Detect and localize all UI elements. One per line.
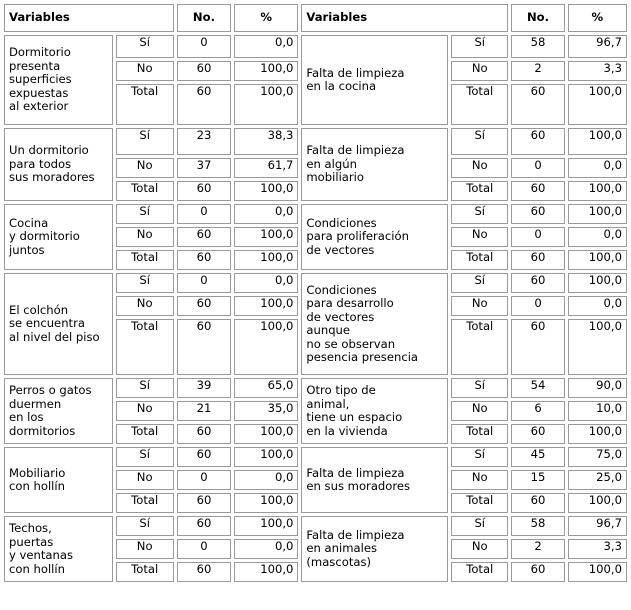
percent-cell-left: 35,0 <box>234 401 298 421</box>
variable-label-right: Condiciones para desarrollo de vectores aunque no se observan pesencia presencia <box>301 273 448 375</box>
count-cell-right: 60 <box>511 493 564 513</box>
count-cell-right: 60 <box>511 273 564 293</box>
response-cell-right: No <box>451 227 508 247</box>
response-cell-right: Sí <box>451 35 508 58</box>
response-cell-right: Total <box>451 562 508 582</box>
response-cell-right: Total <box>451 250 508 270</box>
response-cell-right: Sí <box>451 516 508 536</box>
count-cell-left: 0 <box>177 539 231 559</box>
count-cell-right: 60 <box>511 84 564 125</box>
count-cell-right: 60 <box>511 250 564 270</box>
response-cell-left: Total <box>116 181 174 201</box>
count-cell-left: 60 <box>177 84 231 125</box>
table-row <box>4 273 627 293</box>
count-cell-right: 58 <box>511 516 564 536</box>
count-cell-left: 60 <box>177 447 231 467</box>
header-row <box>4 4 627 32</box>
header-pct-right: % <box>568 4 627 32</box>
percent-cell-right: 75,0 <box>568 447 627 467</box>
response-cell-left: Total <box>116 562 174 582</box>
percent-cell-right: 100,0 <box>568 562 627 582</box>
percent-cell-right: 100,0 <box>568 424 627 444</box>
count-cell-right: 2 <box>511 61 564 81</box>
percent-cell-right: 100,0 <box>568 128 627 155</box>
percent-cell-left: 0,0 <box>234 470 298 490</box>
percent-cell-left: 0,0 <box>234 273 298 293</box>
table-row <box>4 447 627 467</box>
response-cell-right: No <box>451 158 508 178</box>
response-cell-left: Total <box>116 493 174 513</box>
response-cell-left: No <box>116 227 174 247</box>
variable-label-right: Falta de limpieza en la cocina <box>301 35 448 125</box>
percent-cell-left: 100,0 <box>234 516 298 536</box>
percent-cell-right: 100,0 <box>568 84 627 125</box>
percent-cell-left: 100,0 <box>234 227 298 247</box>
table-row <box>4 35 627 58</box>
count-cell-left: 60 <box>177 181 231 201</box>
variable-label-left: Un dormitorio para todos sus moradores <box>4 128 113 201</box>
count-cell-right: 0 <box>511 227 564 247</box>
response-cell-right: No <box>451 539 508 559</box>
variable-label-left: Cocina y dormitorio juntos <box>4 204 113 270</box>
count-cell-right: 60 <box>511 204 564 224</box>
response-cell-right: No <box>451 296 508 316</box>
header-no-right: No. <box>511 4 564 32</box>
response-cell-left: No <box>116 470 174 490</box>
count-cell-right: 54 <box>511 378 564 398</box>
response-cell-right: Total <box>451 424 508 444</box>
count-cell-left: 60 <box>177 562 231 582</box>
percent-cell-left: 100,0 <box>234 493 298 513</box>
percent-cell-right: 96,7 <box>568 35 627 58</box>
count-cell-left: 0 <box>177 273 231 293</box>
response-cell-right: No <box>451 401 508 421</box>
percent-cell-left: 100,0 <box>234 181 298 201</box>
count-cell-right: 0 <box>511 158 564 178</box>
percent-cell-right: 100,0 <box>568 204 627 224</box>
response-cell-left: Total <box>116 84 174 125</box>
percent-cell-left: 100,0 <box>234 424 298 444</box>
variable-label-right: Falta de limpieza en algún mobiliario <box>301 128 448 201</box>
variable-label-right: Falta de limpieza en animales (mascotas) <box>301 516 448 582</box>
count-cell-left: 60 <box>177 319 231 375</box>
response-cell-left: Total <box>116 424 174 444</box>
header-pct-left: % <box>234 4 298 32</box>
percent-cell-left: 0,0 <box>234 35 298 58</box>
percent-cell-left: 100,0 <box>234 447 298 467</box>
count-cell-right: 58 <box>511 35 564 58</box>
response-cell-right: Sí <box>451 273 508 293</box>
variable-label-left: Dormitorio presenta superficies expuestas al exterior <box>4 35 113 125</box>
response-cell-right: Total <box>451 493 508 513</box>
table-body <box>4 35 627 582</box>
count-cell-right: 60 <box>511 424 564 444</box>
response-cell-left: No <box>116 158 174 178</box>
percent-cell-right: 100,0 <box>568 493 627 513</box>
response-cell-right: Total <box>451 181 508 201</box>
header-variables-left: Variables <box>4 4 174 32</box>
response-cell-right: Sí <box>451 128 508 155</box>
response-cell-right: Sí <box>451 378 508 398</box>
response-cell-right: Total <box>451 319 508 375</box>
count-cell-right: 15 <box>511 470 564 490</box>
count-cell-left: 21 <box>177 401 231 421</box>
variable-label-left: Mobiliario con hollín <box>4 447 113 513</box>
count-cell-left: 0 <box>177 470 231 490</box>
percent-cell-right: 0,0 <box>568 296 627 316</box>
header-no-left: No. <box>177 4 231 32</box>
percent-cell-right: 3,3 <box>568 61 627 81</box>
percent-cell-left: 0,0 <box>234 204 298 224</box>
percent-cell-right: 0,0 <box>568 227 627 247</box>
response-cell-left: Total <box>116 250 174 270</box>
variable-label-left: Perros o gatos duermen en los dormitorios <box>4 378 113 444</box>
count-cell-right: 2 <box>511 539 564 559</box>
variable-label-left: El colchón se encuentra al nivel del piso <box>4 273 113 375</box>
variable-label-right: Falta de limpieza en sus moradores <box>301 447 448 513</box>
count-cell-left: 60 <box>177 493 231 513</box>
percent-cell-right: 0,0 <box>568 158 627 178</box>
percent-cell-right: 3,3 <box>568 539 627 559</box>
count-cell-left: 23 <box>177 128 231 155</box>
table-row <box>4 204 627 224</box>
response-cell-right: No <box>451 470 508 490</box>
percent-cell-left: 100,0 <box>234 319 298 375</box>
count-cell-left: 60 <box>177 296 231 316</box>
response-cell-left: No <box>116 296 174 316</box>
response-cell-right: Sí <box>451 204 508 224</box>
percent-cell-left: 65,0 <box>234 378 298 398</box>
count-cell-left: 60 <box>177 516 231 536</box>
response-cell-left: No <box>116 539 174 559</box>
response-cell-left: Sí <box>116 35 174 58</box>
count-cell-left: 60 <box>177 424 231 444</box>
count-cell-right: 6 <box>511 401 564 421</box>
percent-cell-right: 100,0 <box>568 250 627 270</box>
percent-cell-left: 100,0 <box>234 61 298 81</box>
response-cell-left: Sí <box>116 378 174 398</box>
percent-cell-right: 100,0 <box>568 181 627 201</box>
percent-cell-left: 100,0 <box>234 84 298 125</box>
response-cell-left: No <box>116 401 174 421</box>
variable-label-right: Condiciones para proliferación de vectores <box>301 204 448 270</box>
percent-cell-left: 0,0 <box>234 539 298 559</box>
variable-label-right: Otro tipo de animal, tiene un espacio en la vivienda <box>301 378 448 444</box>
table-row <box>4 378 627 398</box>
count-cell-left: 39 <box>177 378 231 398</box>
percent-cell-left: 100,0 <box>234 562 298 582</box>
count-cell-left: 60 <box>177 250 231 270</box>
count-cell-left: 0 <box>177 35 231 58</box>
table-row <box>4 516 627 536</box>
count-cell-right: 45 <box>511 447 564 467</box>
percent-cell-left: 61,7 <box>234 158 298 178</box>
response-cell-left: Sí <box>116 128 174 155</box>
percent-cell-right: 100,0 <box>568 319 627 375</box>
percent-cell-right: 10,0 <box>568 401 627 421</box>
count-cell-left: 60 <box>177 227 231 247</box>
count-cell-right: 60 <box>511 181 564 201</box>
response-cell-left: No <box>116 61 174 81</box>
response-cell-left: Sí <box>116 273 174 293</box>
count-cell-right: 60 <box>511 562 564 582</box>
response-cell-left: Sí <box>116 516 174 536</box>
variable-label-left: Techos, puertas y ventanas con hollín <box>4 516 113 582</box>
table-row <box>4 128 627 155</box>
response-cell-right: Sí <box>451 447 508 467</box>
percent-cell-right: 25,0 <box>568 470 627 490</box>
count-cell-right: 60 <box>511 319 564 375</box>
percent-cell-left: 100,0 <box>234 250 298 270</box>
percent-cell-left: 38,3 <box>234 128 298 155</box>
response-cell-left: Total <box>116 319 174 375</box>
response-cell-right: No <box>451 61 508 81</box>
percent-cell-left: 100,0 <box>234 296 298 316</box>
count-cell-left: 0 <box>177 204 231 224</box>
response-cell-left: Sí <box>116 447 174 467</box>
header-variables-right: Variables <box>301 4 508 32</box>
percent-cell-right: 96,7 <box>568 516 627 536</box>
response-cell-left: Sí <box>116 204 174 224</box>
response-cell-right: Total <box>451 84 508 125</box>
count-cell-left: 37 <box>177 158 231 178</box>
percent-cell-right: 100,0 <box>568 273 627 293</box>
count-cell-right: 0 <box>511 296 564 316</box>
count-cell-right: 60 <box>511 128 564 155</box>
percent-cell-right: 90,0 <box>568 378 627 398</box>
data-table <box>1 1 630 585</box>
count-cell-left: 60 <box>177 61 231 81</box>
